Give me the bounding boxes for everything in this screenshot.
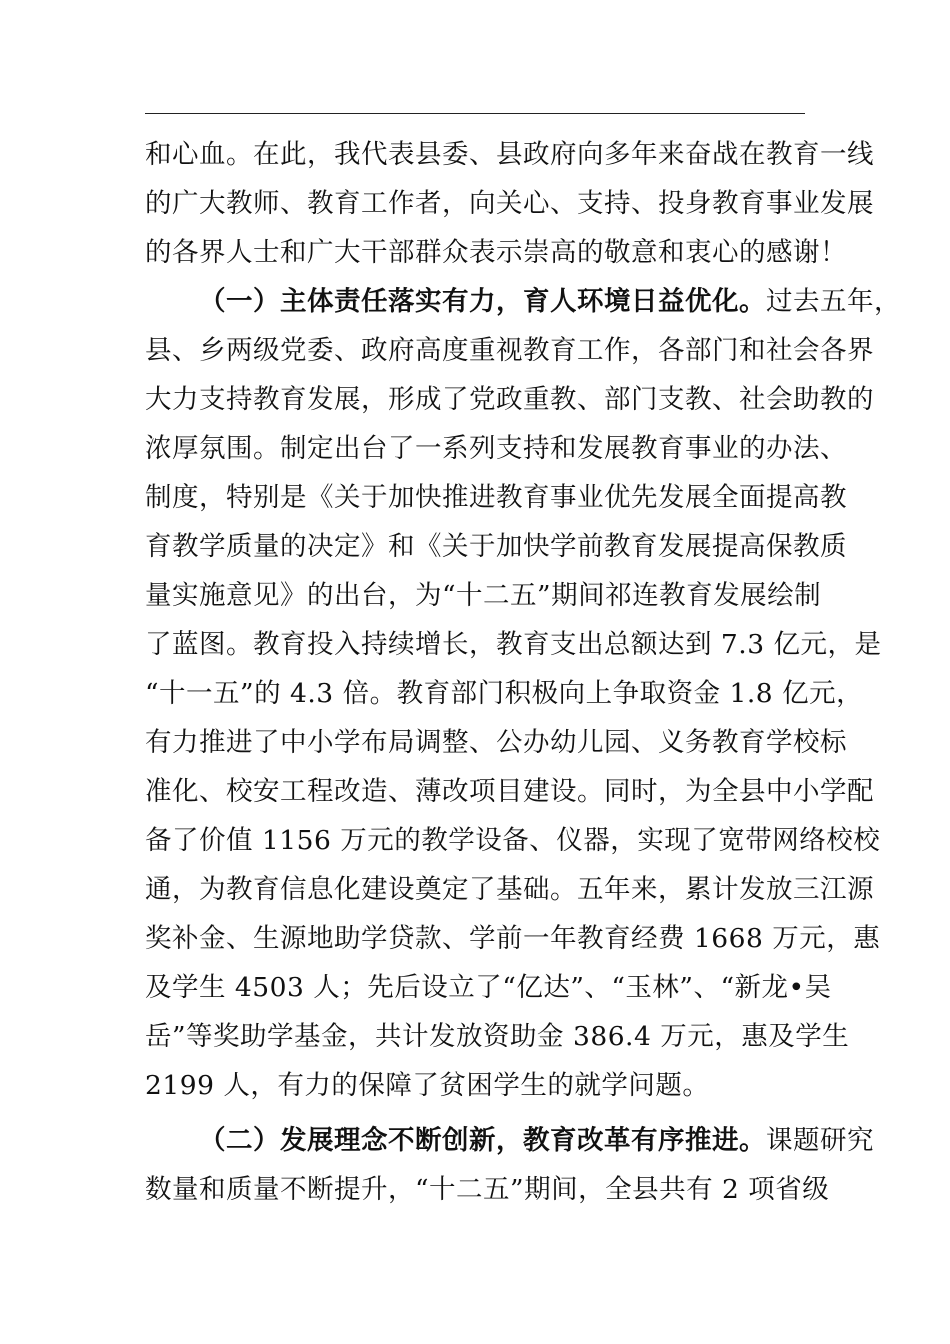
text-line: “十一五”的 4.3 倍。教育部门积极向上争取资金 1.8 亿元， <box>145 678 864 709</box>
text-line: 准化、校安工程改造、薄改项目建设。同时，为全县中小学配 <box>145 776 874 807</box>
paragraph <box>145 277 901 1110</box>
document-body <box>145 130 901 1214</box>
text-line: 的各界人士和广大干部群众表示崇高的敬意和衷心的感谢！ <box>145 237 847 268</box>
section-heading: （二）发展理念不断创新，教育改革有序推进。 <box>199 1125 766 1156</box>
text-line: 浓厚氛围。制定出台了一系列支持和发展教育事业的办法、 <box>145 433 847 464</box>
text-line: 数量和质量不断提升，“十二五”期间，全县共有 2 项省级 <box>145 1174 830 1205</box>
text-line: 2199 人，有力的保障了贫困学生的就学问题。 <box>145 1070 710 1101</box>
text-line: 的广大教师、教育工作者，向关心、支持、投身教育事业发展 <box>145 188 874 219</box>
header-rule <box>145 113 805 114</box>
text-line: 及学生 4503 人；先后设立了“亿达”、“玉林”、“新龙•吴 <box>145 972 832 1003</box>
paragraph <box>145 130 874 277</box>
text-line: 了蓝图。教育投入持续增长，教育支出总额达到 7.3 亿元，是 <box>145 629 882 660</box>
text-line: 奖补金、生源地助学贷款、学前一年教育经费 1668 万元，惠 <box>145 923 881 954</box>
text-run: 过去五年， <box>766 286 901 317</box>
section-heading: （一）主体责任落实有力，育人环境日益优化。 <box>199 286 766 317</box>
text-line: 岳”等奖助学基金，共计发放资助金 386.4 万元，惠及学生 <box>145 1021 850 1052</box>
text-line: 县、乡两级党委、政府高度重视教育工作，各部门和社会各界 <box>145 335 874 366</box>
text-run: 课题研究 <box>766 1125 874 1156</box>
text-line: 大力支持教育发展，形成了党政重教、部门支教、社会助教的 <box>145 384 874 415</box>
text-line: 制度，特别是《关于加快推进教育事业优先发展全面提高教 <box>145 482 847 513</box>
text-line: 育教学质量的决定》和《关于加快学前教育发展提高保教质 <box>145 531 847 562</box>
text-line: 备了价值 1156 万元的教学设备、仪器，实现了宽带网络校校 <box>145 825 881 856</box>
paragraph <box>145 1116 874 1214</box>
text-line: 有力推进了中小学布局调整、公办幼儿园、义务教育学校标 <box>145 727 847 758</box>
text-line <box>145 1116 874 1165</box>
text-line: 通，为教育信息化建设奠定了基础。五年来，累计发放三江源 <box>145 874 874 905</box>
text-line <box>145 277 901 326</box>
text-line: 量实施意见》的出台，为“十二五”期间祁连教育发展绘制 <box>145 580 822 611</box>
text-line: 和心血。在此，我代表县委、县政府向多年来奋战在教育一线 <box>145 139 874 170</box>
